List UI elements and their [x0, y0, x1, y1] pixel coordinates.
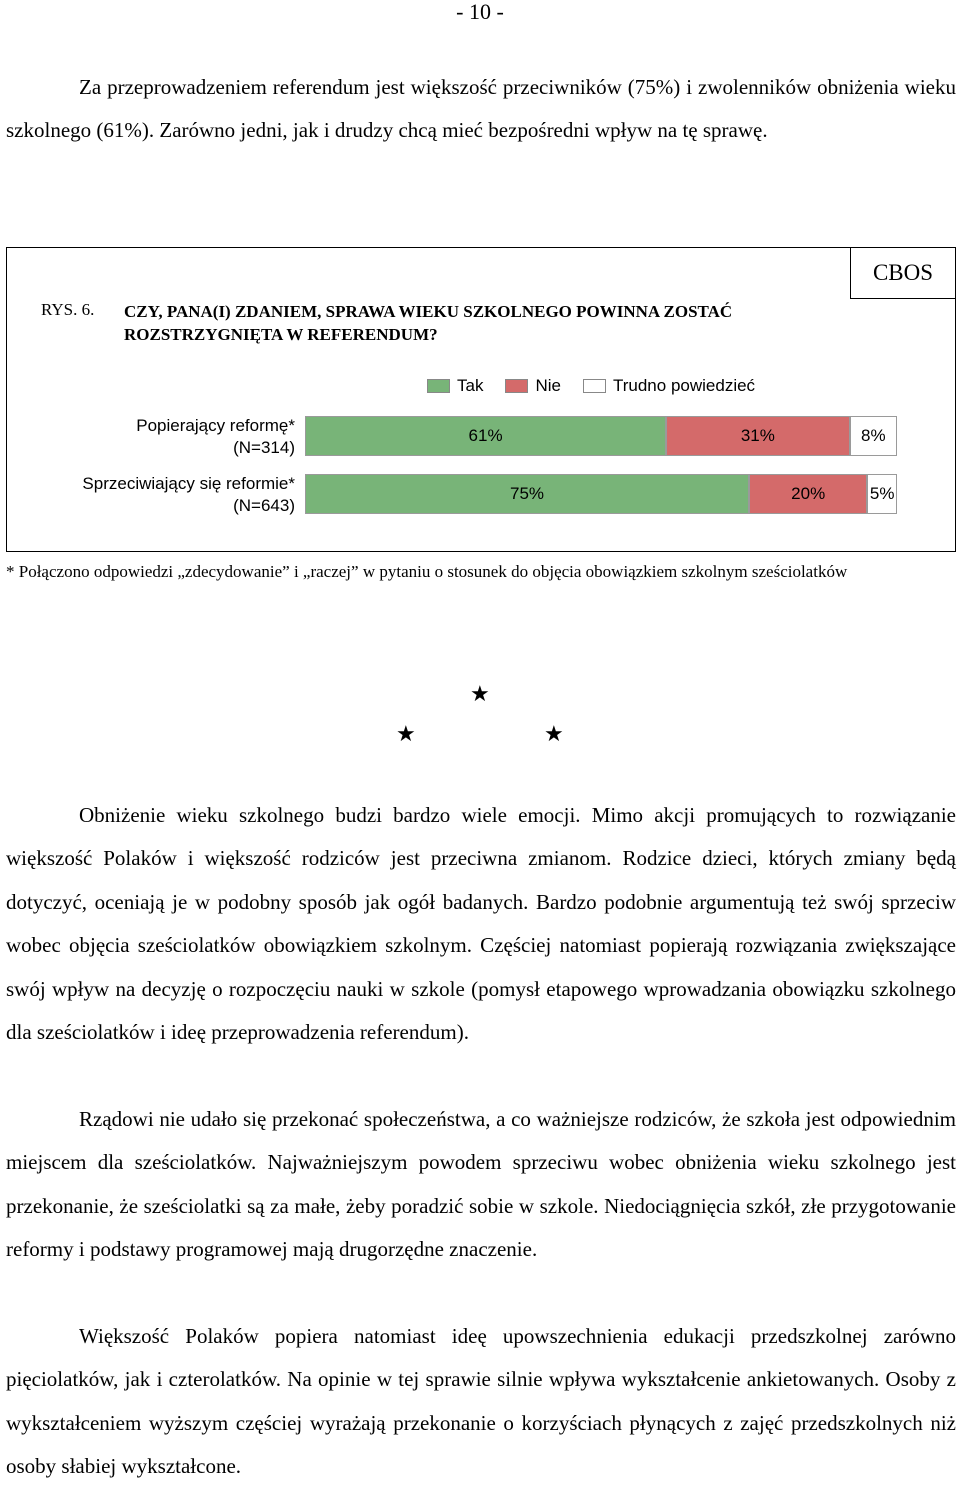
chart-legend — [427, 376, 777, 396]
paragraph-government: Rządowi nie udało się przekonać społeczeństwa, a co ważniejsze rodziców, że szkoła jest odpowiednim miejscem dla sześciolatków. Najważniejszym powodem sprzeciwu wobec obniżenia wieku szkolnego jest przekonanie, że sześciolatki są za małe, żeby poradzić sobie w szkole. Niedociągnięcia szkół, złe przygotowanie reformy i podstawy programowej mają drugorzędne znaczenie. — [6, 1107, 956, 1262]
legend-swatch-1 — [505, 379, 528, 393]
figure-footnote: * Połączono odpowiedzi „zdecydowanie” i „raczej” w pytaniu o stosunek do objęcia obowiązkiem szkolnym sześciolatków — [6, 562, 848, 581]
paragraph-emotions: Obniżenie wieku szkolnego budzi bardzo wiele emocji. Mimo akcji promujących to rozwiązanie większość Polaków i większość rodziców jest przeciwna zmianom. Rodzice dzieci, których zmiany będą dotyczyć, oceniają je w podobny sposób jak ogół badanych. Bardzo podobnie argumentują też swój sprzeciw wobec objęcia sześciolatków obowiązkiem szkolnym. Częściej natomiast popierają rozwiązania zwiększające swój wpływ na decyzję o rozpoczęciu nauki w szkole (pomysł etapowego wprowadzania obowiązku szkolnego dla sześciolatków i ideę przeprowadzenia referendum). — [6, 803, 956, 1045]
legend-swatch-2 — [583, 379, 606, 393]
bar-row-0 — [305, 416, 897, 456]
legend-item-1 — [505, 376, 561, 396]
category-label-1 — [27, 473, 295, 517]
figure-title-line-1: CZY, PANA(I) ZDANIEM, SPRAWA WIEKU SZKOLNEGO POWINNA ZOSTAĆ — [124, 302, 733, 321]
bar-segment-1-2: 5% — [867, 474, 897, 514]
category-label-0-line-0: Popierający reformę* — [136, 416, 295, 435]
category-label-0-line-1: (N=314) — [233, 438, 295, 457]
bar-segment-0-2: 8% — [850, 416, 897, 456]
figure-title-line-2: ROZSTRZYGNIĘTA W REFERENDUM? — [124, 325, 438, 344]
separator-star-top: ★ — [470, 681, 490, 706]
category-label-0 — [27, 415, 295, 459]
figure-6 — [6, 247, 956, 552]
bar-row-1 — [305, 474, 897, 514]
page-number: - 10 - — [456, 0, 504, 24]
category-label-1-line-0: Sprzeciwiający się reformie* — [82, 474, 295, 493]
source-label: CBOS — [850, 247, 956, 299]
figure-number: RYS. 6. — [41, 300, 95, 319]
legend-item-2 — [583, 376, 755, 396]
legend-swatch-0 — [427, 379, 450, 393]
bar-segment-1-1: 20% — [749, 474, 867, 514]
paragraph-preschool: Większość Polaków popiera natomiast ideę upowszechnienia edukacji przedszkolnej zarówno pięciolatków, jak i czterolatków. Na opinie w tej sprawie silnie wpływa wykształcenie ankietowanych. Osoby z wykształceniem wyższym częściej wyrażają przekonanie o korzyściach płynących z zajęć przedszkolnych niż osoby słabiej wykształcone. — [6, 1324, 956, 1479]
category-label-1-line-1: (N=643) — [233, 496, 295, 515]
bar-segment-0-0: 61% — [305, 416, 666, 456]
legend-label-0: Tak — [457, 376, 484, 395]
separator-star-left: ★ — [396, 721, 416, 746]
bar-segment-1-0: 75% — [305, 474, 749, 514]
legend-item-0 — [427, 376, 483, 396]
legend-label-1: Nie — [535, 376, 561, 395]
paragraph-referendum: Za przeprowadzeniem referendum jest większość przeciwników (75%) i zwolenników obniżenia wieku szkolnego (61%). Zarówno jedni, jak i drudzy chcą mieć bezpośredni wpływ na tę sprawę. — [6, 75, 956, 143]
figure-title — [124, 300, 824, 346]
bar-segment-0-1: 31% — [666, 416, 850, 456]
legend-label-2: Trudno powiedzieć — [612, 376, 756, 395]
separator-star-right: ★ — [544, 721, 564, 746]
